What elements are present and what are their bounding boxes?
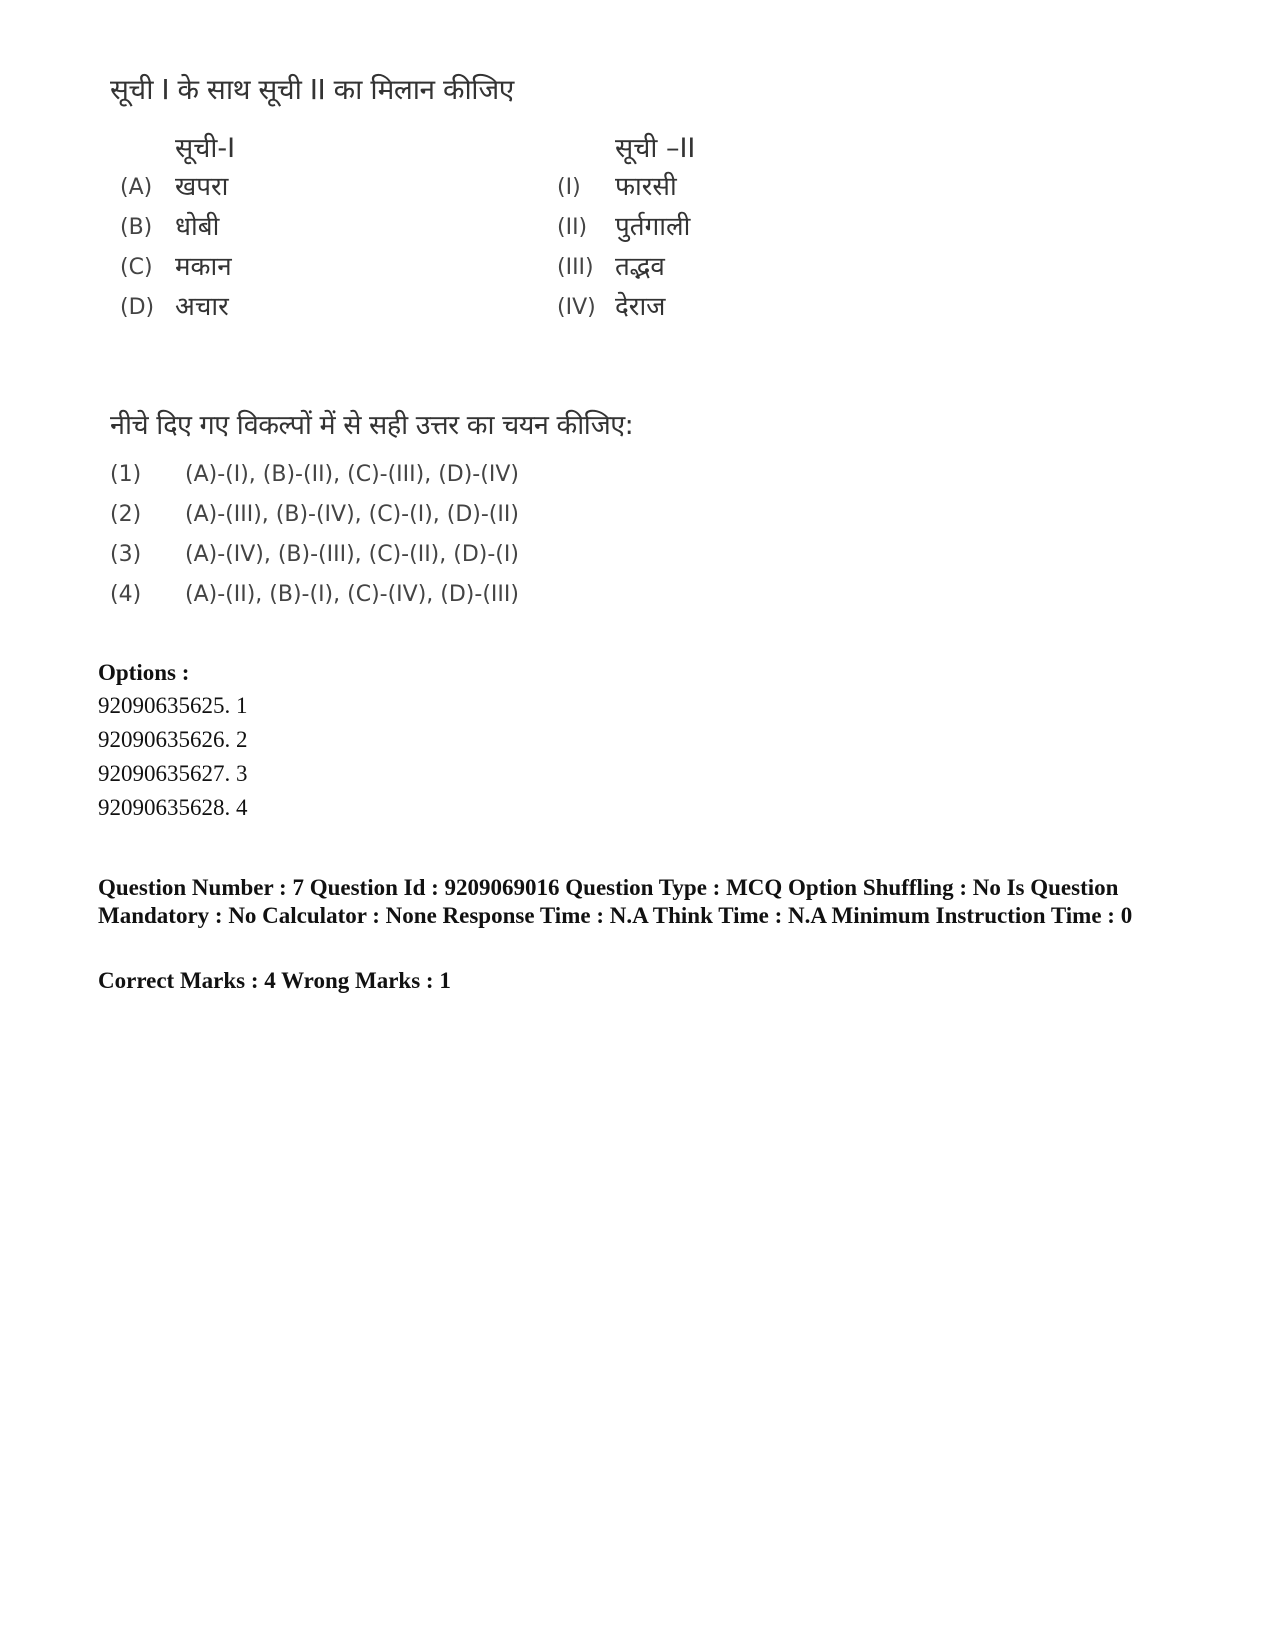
list2-item-label: (II) (557, 215, 588, 240)
choice-text: (A)-(IV), (B)-(III), (C)-(II), (D)-(I) (185, 542, 519, 567)
marks-info: Correct Marks : 4 Wrong Marks : 1 (98, 968, 451, 993)
option-line: 92090635625. 1 (98, 693, 248, 718)
choice-text: (A)-(II), (B)-(I), (C)-(IV), (D)-(III) (185, 582, 519, 607)
list1-heading: सूची-I (175, 133, 236, 164)
choice-number: (3) (110, 542, 142, 567)
question-info: Question Number : 7 Question Id : 9209069016 Question Type : MCQ Option Shuffling : No Is Question Mandatory : No Calculator : None Response Time : N.A Think Time : N.A Minimum Instruction Time : 0 (98, 875, 1133, 928)
list2-item-text: तद्भव (615, 252, 665, 282)
list1-item-text: मकान (175, 252, 232, 282)
list2-item-text: देराज (615, 292, 666, 322)
choice-text: (A)-(I), (B)-(II), (C)-(III), (D)-(IV) (185, 462, 519, 487)
options-heading: Options : (98, 660, 190, 685)
list1-item-label: (A) (120, 175, 153, 200)
option-line: 92090635627. 3 (98, 761, 248, 786)
list2-item-text: पुर्तगाली (615, 212, 691, 242)
instruction-text: नीचे दिए गए विकल्पों में से सही उत्तर का चयन कीजिए: (110, 410, 634, 441)
choice-number: (1) (110, 462, 142, 487)
option-line: 92090635626. 2 (98, 727, 248, 752)
list1-item-text: अचार (175, 292, 229, 322)
list2-item-label: (I) (557, 175, 581, 200)
list2-heading: सूची –II (615, 133, 696, 164)
list2-item-text: फारसी (615, 172, 677, 202)
question-title: सूची I के साथ सूची II का मिलान कीजिए (110, 73, 514, 106)
list1-item-text: खपरा (175, 172, 229, 202)
option-line: 92090635628. 4 (98, 795, 248, 820)
choice-number: (2) (110, 502, 142, 527)
list1-item-label: (D) (120, 295, 155, 320)
choice-text: (A)-(III), (B)-(IV), (C)-(I), (D)-(II) (185, 502, 519, 527)
choice-number: (4) (110, 582, 142, 607)
list2-item-label: (IV) (557, 295, 596, 320)
list1-item-label: (B) (120, 215, 153, 240)
list2-item-label: (III) (557, 255, 594, 280)
list1-item-label: (C) (120, 255, 153, 280)
list1-item-text: धोबी (175, 212, 220, 242)
